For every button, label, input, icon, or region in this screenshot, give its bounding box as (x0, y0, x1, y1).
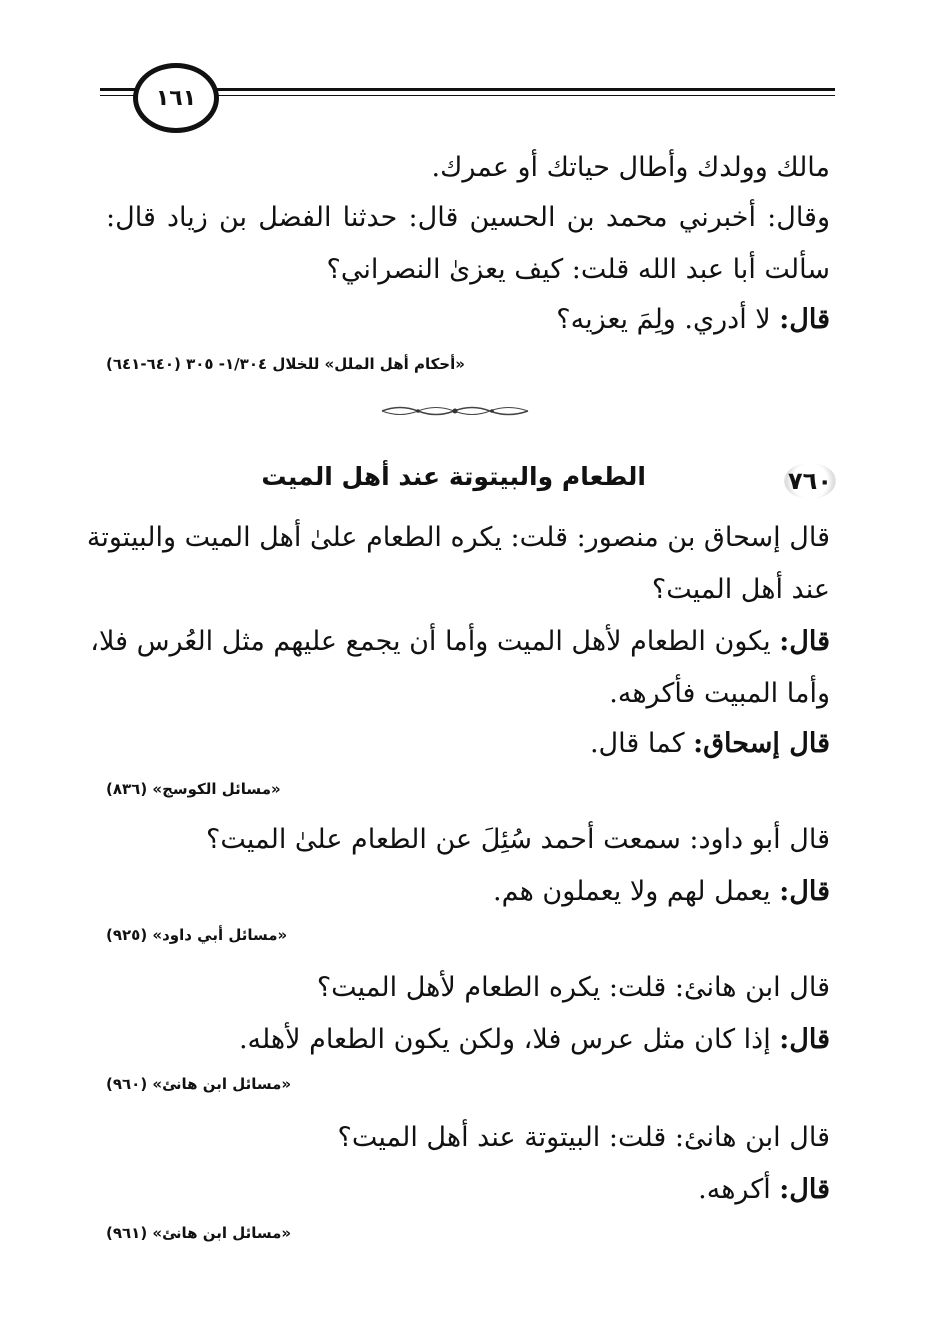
speaker-label: قال: (779, 626, 830, 657)
text-line (556, 300, 830, 340)
source-citation: «مسائل الكوسج» (٨٣٦) (106, 780, 281, 798)
text-line: قال إسحاق بن منصور: قلت: يكره الطعام علىٰ أهل الميت والبيتوتة (86, 522, 830, 553)
answer-text: يعمل لهم ولا يعملون هم. (493, 876, 780, 907)
source-citation: «أحكام أهل الملل» للخلال ١/٣٠٤- ٣٠٥ (٦٤٠-٦٤١) (106, 355, 465, 373)
answer-text: يكون الطعام لأهل الميت وأما أن يجمع عليهم مثل العُرس فلا، (90, 626, 780, 657)
text-line (239, 1020, 830, 1060)
text-line: وأما المبيت فأكرهه. (609, 678, 830, 709)
section-title: الطعام والبيتوتة عند أهل الميت (261, 462, 646, 491)
source-citation: «مسائل ابن هانئ» (٩٦١) (106, 1224, 292, 1242)
answer-text: إذا كان مثل عرس فلا، ولكن يكون الطعام لأهله. (238, 1024, 780, 1055)
text-line: قال ابن هانئ: قلت: يكره الطعام لأهل الميت؟ (316, 972, 830, 1003)
speaker-label: قال: (779, 1024, 830, 1055)
answer-text: أكرهه. (698, 1174, 780, 1205)
speaker-label: قال: (779, 1174, 830, 1205)
text-line (493, 872, 830, 912)
speaker-label: قال: (779, 876, 830, 907)
text-line: عند أهل الميت؟ (651, 574, 830, 605)
source-citation: «مسائل ابن هانئ» (٩٦٠) (106, 1075, 292, 1093)
text-line: سألت أبا عبد الله قلت: كيف يعزىٰ النصراني؟ (326, 254, 830, 285)
header-rule-thick (200, 88, 835, 91)
answer-text: لا أدري. ولِمَ يعزيه؟ (556, 304, 780, 335)
speaker-label: قال: (779, 304, 830, 335)
text-line (698, 1170, 830, 1210)
comment-text: كما قال. (589, 728, 694, 759)
section-number: ٧٦٠ (784, 463, 836, 499)
speaker-label: قال إسحاق: (693, 728, 830, 759)
text-line (590, 724, 830, 764)
page-number: ١٦١ (133, 63, 219, 133)
text-line: مالك وولدك وأطال حياتك أو عمرك. (431, 152, 830, 183)
source-citation: «مسائل أبي داود» (٩٢٥) (106, 926, 288, 944)
ornament-divider (380, 404, 530, 418)
text-line: وقال: أخبرني محمد بن الحسين قال: حدثنا الفضل بن زياد قال: (106, 202, 830, 233)
header-rule-thin (200, 95, 835, 96)
page-header (100, 58, 835, 138)
text-line: قال ابن هانئ: قلت: البيتوتة عند أهل الميت؟ (337, 1122, 830, 1153)
text-line (90, 622, 830, 662)
text-line: قال أبو داود: سمعت أحمد سُئِلَ عن الطعام علىٰ الميت؟ (206, 824, 830, 855)
